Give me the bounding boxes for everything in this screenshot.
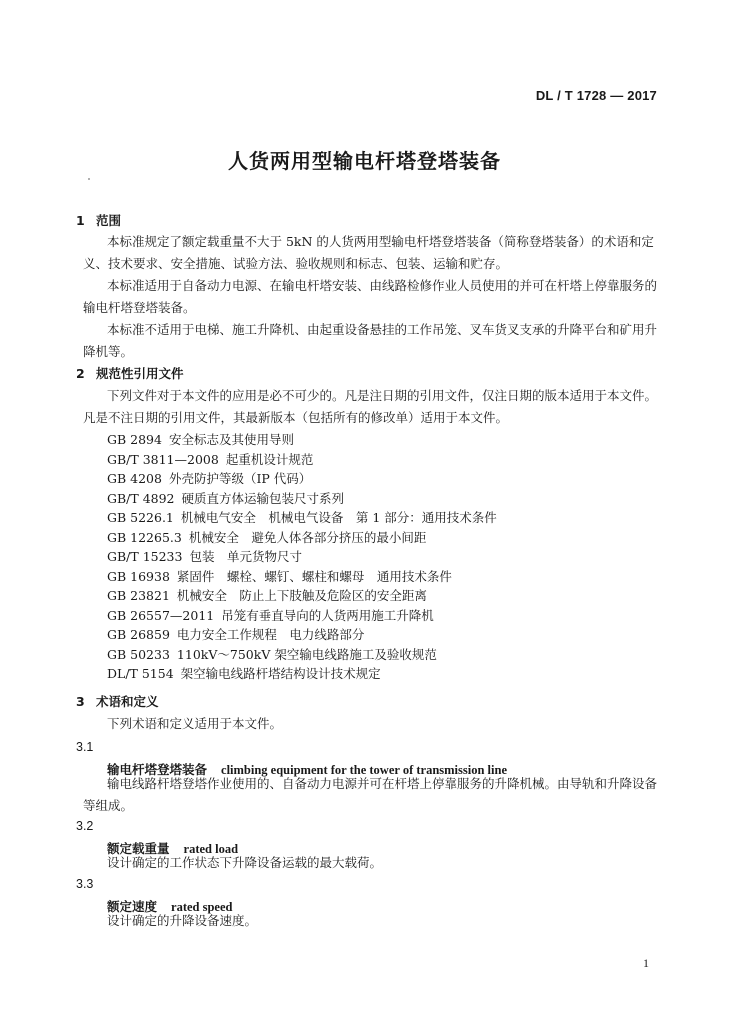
reference-title: 架空输电线路杆塔结构设计技术规定 [180,666,381,681]
reference-item [107,645,497,665]
page-number: 1 [643,956,649,970]
reference-item [107,606,497,626]
reference-code: GB 26557—2011 [107,607,215,623]
reference-list [107,430,497,684]
scan-speck [88,178,90,180]
reference-code: GB/T 3811—2008 [107,451,219,467]
reference-title: 外壳防护等级（IP 代码） [168,471,312,486]
reference-title: 电力安全工作规程 电力线路部分 [176,627,365,642]
reference-code: GB 2894 [107,432,162,447]
reference-code: GB 16938 [107,568,170,584]
term-definition: 设计确定的工作状态下升降设备运载的最大载荷。 [107,855,383,870]
reference-code: GB 5226.1 [107,510,174,525]
section-3-title: 术语和定义 [96,694,159,709]
term-definition: 设计确定的升降设备速度。 [107,913,258,928]
reference-code: GB 4208 [107,471,162,486]
reference-title: 机械电气安全 机械电气设备 第 1 部分：通用技术条件 [180,510,497,525]
reference-code: GB/T 4892 [107,490,175,506]
reference-code: GB 12265.3 [107,529,182,545]
reference-item [107,489,497,509]
reference-item [107,567,497,587]
section-2-heading [76,364,184,382]
reference-code: GB/T 15233 [107,549,183,564]
reference-item [107,586,497,606]
reference-item [107,528,497,548]
section-1-paragraph-3: 本标准不适用于电梯、施工升降机、由起重设备悬挂的工作吊笼、叉车货叉支承的升降平台和矿用升降机等。 [83,322,658,359]
reference-title: 吊笼有垂直导向的人货两用施工升降机 [221,607,434,623]
reference-title: 包装 单元货物尺寸 [189,549,302,564]
section-1-paragraph-2: 本标准适用于自备动力电源、在输电杆塔安装、由线路检修作业人员使用的并可在杆塔上停靠服务的输电杆塔登塔装备。 [83,278,658,315]
reference-title: 110kV～750kV 架空输电线路施工及验收规范 [176,646,437,662]
reference-code: GB 26859 [107,627,170,642]
reference-code: GB 50233 [107,646,170,662]
term-english: climbing equipment for the tower of transmission line [221,763,508,777]
term-number: 3.3 [76,877,94,891]
term-chinese: 额定载重量 [107,841,170,856]
reference-title: 安全标志及其使用导则 [168,432,294,447]
section-3-number: 3 [76,694,85,709]
term-chinese: 额定速度 [107,899,158,914]
section-1-number: 1 [76,213,85,228]
reference-title: 机械安全 防止上下肢触及危险区的安全距离 [176,588,427,603]
term-number: 3.2 [76,819,94,833]
reference-item [107,430,497,450]
reference-item [107,625,497,645]
section-3-intro: 下列术语和定义适用于本文件。 [107,716,283,731]
reference-title: 起重机设计规范 [225,451,314,467]
term-english: rated speed [171,900,233,914]
reference-item [107,469,497,489]
section-2-intro: 下列文件对于本文件的应用是必不可少的。凡是注日期的引用文件，仅注日期的版本适用于本文件。凡是不注日期的引用文件，其最新版本（包括所有的修改单）适用于本文件。 [83,388,658,425]
reference-item [107,450,497,470]
section-1-paragraph-1: 本标准规定了额定载重量不大于 5kN 的人货两用型输电杆塔登塔装备（简称登塔装备）的术语和定义、技术要求、安全措施、试验方法、验收规则和标志、包装、运输和贮存。 [83,234,654,271]
reference-title: 紧固件 螺栓、螺钉、螺柱和螺母 通用技术条件 [176,568,452,584]
reference-item [107,664,497,684]
section-1-heading [76,211,121,229]
reference-title: 硬质直方体运输包装尺寸系列 [181,490,345,506]
term-english: rated load [183,842,239,856]
section-2-number: 2 [76,366,85,381]
term-number: 3.1 [76,740,94,754]
section-2-title: 规范性引用文件 [96,366,184,381]
reference-code: GB 23821 [107,588,170,603]
reference-item [107,508,497,528]
term-definition: 输电线路杆塔登塔作业使用的、自备动力电源并可在杆塔上停靠服务的升降机械。由导轨和升降设备等组成。 [83,776,658,813]
document-title: 人货两用型输电杆塔登塔装备 [228,149,501,173]
reference-code: DL/T 5154 [107,666,174,681]
reference-item [107,547,497,567]
term-chinese: 输电杆塔登塔装备 [107,762,208,777]
reference-title: 机械安全 避免人体各部分挤压的最小间距 [188,529,427,545]
section-1-title: 范围 [96,213,122,228]
standard-code: DL / T 1728 — 2017 [535,88,657,103]
section-3-heading [76,692,159,710]
